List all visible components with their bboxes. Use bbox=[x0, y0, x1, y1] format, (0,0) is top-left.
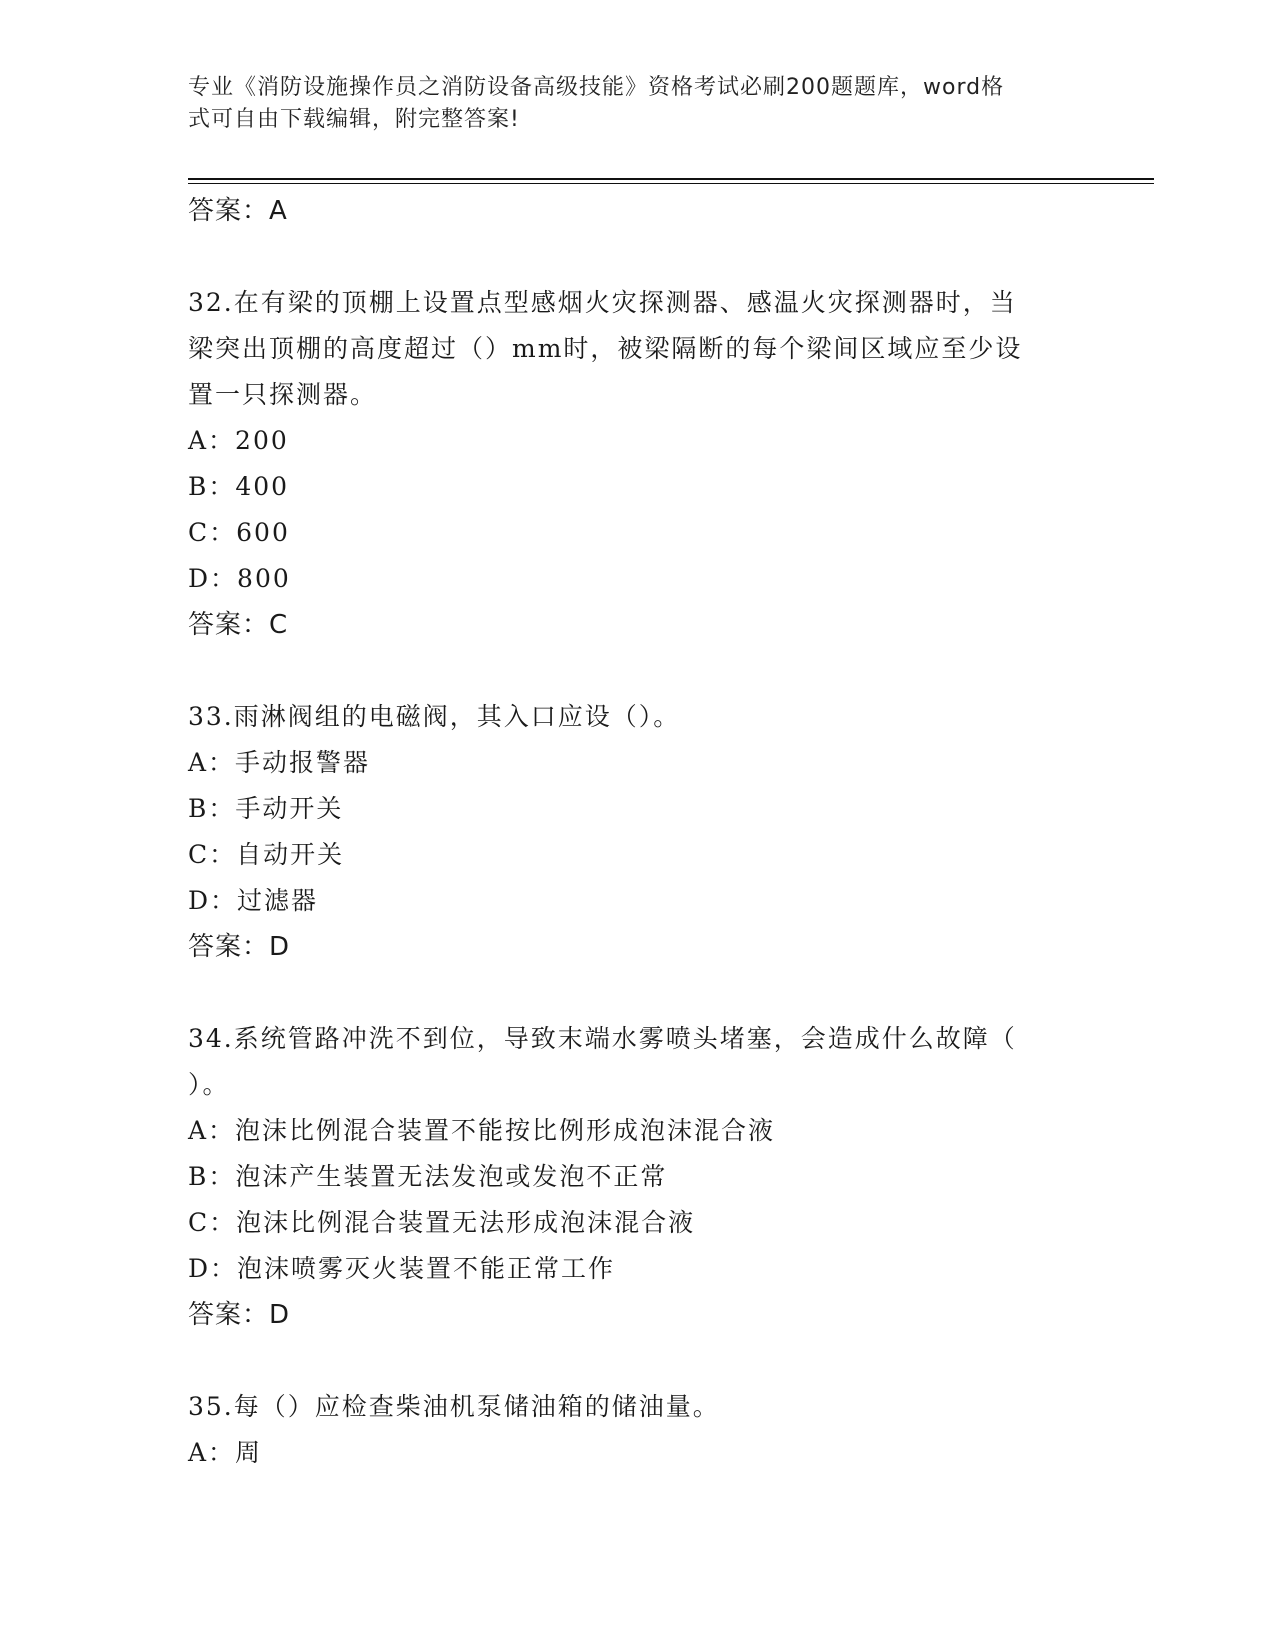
question-33-option-d: D：过滤器 bbox=[188, 886, 319, 915]
question-32-text-line-1: 32.在有梁的顶棚上设置点型感烟火灾探测器、感温火灾探测器时，当 bbox=[188, 288, 1017, 317]
previous-question-answer: 答案：A bbox=[188, 196, 288, 226]
question-33-text-line-1: 33.雨淋阀组的电磁阀，其入口应设（）。 bbox=[188, 702, 681, 731]
question-32-option-c: C：600 bbox=[188, 518, 290, 547]
question-34-option-c: C：泡沫比例混合装置无法形成泡沫混合液 bbox=[188, 1208, 696, 1237]
header-divider-thin bbox=[188, 183, 1154, 184]
question-34-text-line-1: 34.系统管路冲洗不到位，导致末端水雾喷头堵塞，会造成什么故障（ bbox=[188, 1024, 1017, 1053]
question-34-text-line-2: ）。 bbox=[188, 1070, 230, 1099]
question-33-option-b: B：手动开关 bbox=[188, 794, 344, 823]
header-divider-thick bbox=[188, 178, 1154, 180]
question-32-answer: 答案：C bbox=[188, 610, 289, 640]
question-34-option-d: D：泡沫喷雾灭火装置不能正常工作 bbox=[188, 1254, 616, 1283]
question-34-answer: 答案：D bbox=[188, 1300, 291, 1330]
question-33-option-c: C：自动开关 bbox=[188, 840, 345, 869]
spacer bbox=[188, 970, 1088, 1016]
question-33-answer: 答案：D bbox=[188, 932, 291, 962]
spacer bbox=[188, 234, 1088, 280]
question-33-option-a: A：手动报警器 bbox=[188, 748, 371, 777]
question-35-text-line-1: 35.每（）应检查柴油机泵储油箱的储油量。 bbox=[188, 1392, 720, 1421]
header-line-1: 专业《消防设施操作员之消防设备高级技能》资格考试必刷200题题库，word格 bbox=[188, 75, 1005, 100]
question-34 bbox=[188, 1016, 1088, 1338]
question-list bbox=[188, 188, 1088, 1476]
question-32-option-a: A：200 bbox=[188, 426, 289, 455]
question-34-option-b: B：泡沫产生装置无法发泡或发泡不正常 bbox=[188, 1162, 668, 1191]
header-line-2: 式可自由下载编辑，附完整答案! bbox=[188, 107, 520, 132]
question-32-option-b: B：400 bbox=[188, 472, 290, 501]
spacer bbox=[188, 1338, 1088, 1384]
question-32-text-line-3: 置一只探测器。 bbox=[188, 380, 378, 409]
question-35-option-a: A：周 bbox=[188, 1438, 263, 1467]
spacer bbox=[188, 648, 1088, 694]
question-32-option-d: D：800 bbox=[188, 564, 291, 593]
question-35 bbox=[188, 1384, 1088, 1476]
question-33 bbox=[188, 694, 1088, 970]
question-32-text-line-2: 梁突出顶棚的高度超过（）mm时，被梁隔断的每个梁间区域应至少设 bbox=[188, 334, 1023, 363]
document-header bbox=[188, 72, 1068, 136]
question-34-option-a: A：泡沫比例混合装置不能按比例形成泡沫混合液 bbox=[188, 1116, 776, 1145]
question-32 bbox=[188, 280, 1088, 648]
